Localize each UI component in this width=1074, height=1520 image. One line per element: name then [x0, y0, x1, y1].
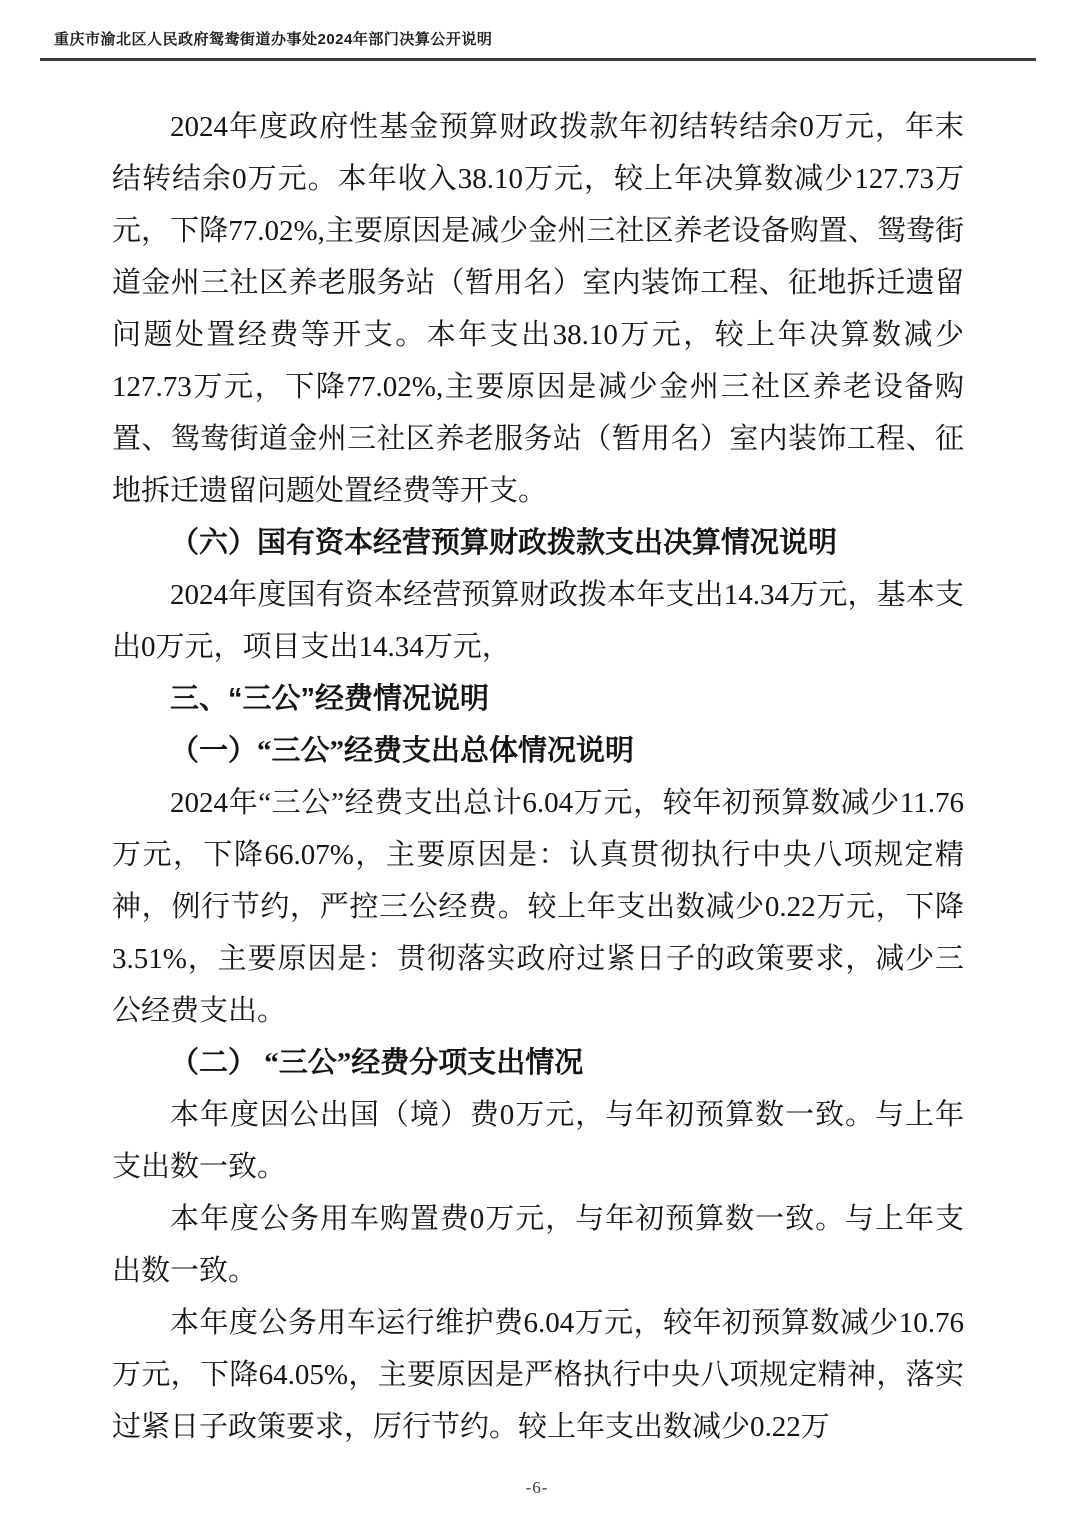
- document-body: [112, 101, 964, 1453]
- subsection-heading: （一）“三公”经费支出总体情况说明: [170, 735, 635, 767]
- body-paragraph: 2024年度政府性基金预算财政拨款年初结转结余0万元，年末结转结余0万元。本年收入38.10万元，较上年决算数减少127.73万元，下降77.02%,主要原因是减少金州三社区养老设备购置、鸳鸯街道金州三社区养老服务站（暂用名）室内装饰工程、征地拆迁遗留问题处置经费等开支。本年支出38.10万元，较上年决算数减少127.73万元，下降77.02%,主要原因是减少金州三社区养老设备购置、鸳鸯街道金州三社区养老服务站（暂用名）室内装饰工程、征地拆迁遗留问题处置经费等开支。: [112, 111, 964, 507]
- page-footer: [0, 1478, 1074, 1498]
- body-paragraph: 本年度因公出国（境）费0万元，与年初预算数一致。与上年支出数一致。: [112, 1099, 964, 1183]
- body-paragraph: 2024年“三公”经费支出总计6.04万元，较年初预算数减少11.76万元，下降66.07%，主要原因是：认真贯彻执行中央八项规定精神，例行节约，严控三公经费。较上年支出数减少0.22万元，下降3.51%，主要原因是：贯彻落实政府过紧日子的政策要求，减少三公经费支出。: [112, 787, 964, 1027]
- body-paragraph: 本年度公务用车运行维护费6.04万元，较年初预算数减少10.76万元，下降64.05%，主要原因是严格执行中央八项规定精神，落实过紧日子政策要求，厉行节约。较上年支出数减少0.22万: [112, 1307, 964, 1443]
- body-paragraph: 本年度公务用车购置费0万元，与年初预算数一致。与上年支出数一致。: [112, 1203, 964, 1287]
- body-paragraph: 2024年度国有资本经营预算财政拨本年支出14.34万元，基本支出0万元，项目支出14.34万元，: [112, 579, 964, 663]
- subsection-heading: （六）国有资本经营预算财政拨款支出决算情况说明: [170, 527, 838, 559]
- section-heading: 三、“三公”经费情况说明: [170, 683, 490, 715]
- document-header-title: 重庆市渝北区人民政府鸳鸯街道办事处2024年部门决算公开说明: [54, 31, 493, 48]
- page-number: -6-: [525, 1478, 549, 1497]
- page-header: [40, 28, 1036, 61]
- subsection-heading: （二） “三公”经费分项支出情况: [170, 1047, 584, 1079]
